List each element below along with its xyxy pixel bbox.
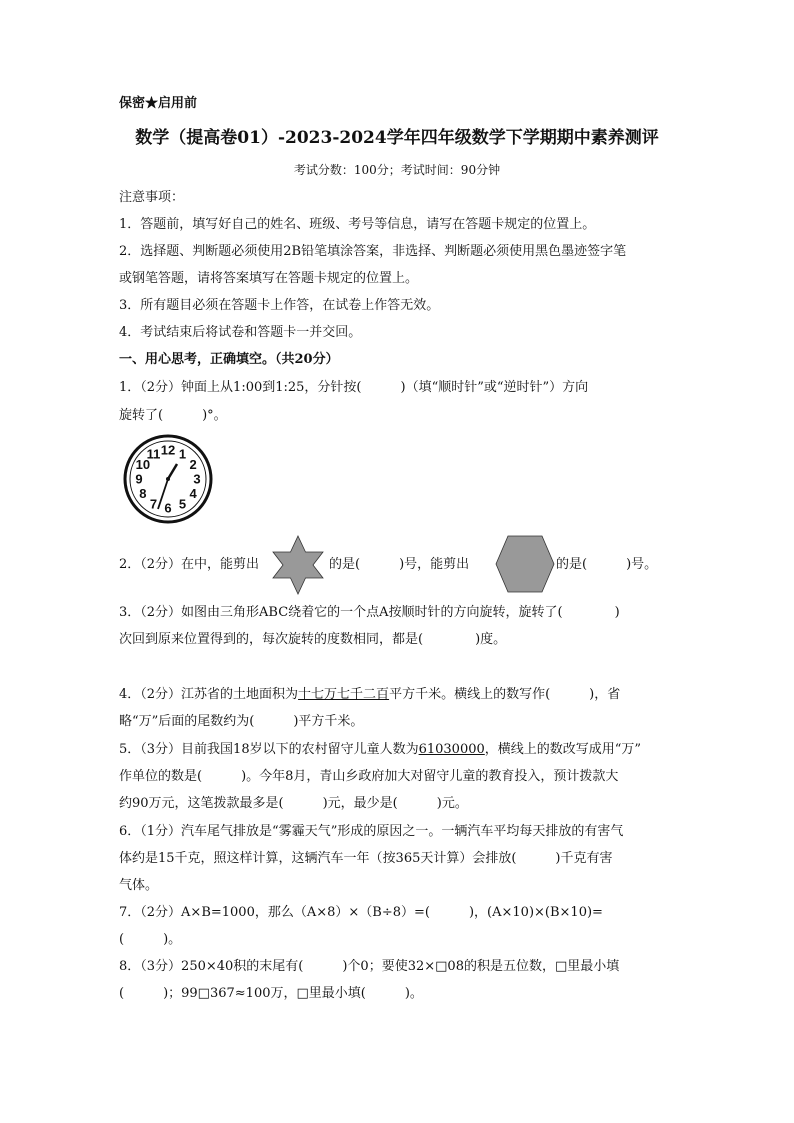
section-1-title: 一、用心思考，正确填空。（共20分） xyxy=(119,352,339,367)
q7-line1: 7．（2分）A×B=1000，那么（A×8）×（B÷8）=( )，(A×10)×(B×10)= xyxy=(119,905,603,920)
q4-post: 平方千米。横线上的数写作( )，省 xyxy=(389,687,621,702)
q5-underlined: 61030000 xyxy=(418,742,485,757)
q7-line2: ( )。 xyxy=(119,932,182,947)
q6-line1: 6．（1分）汽车尾气排放是“雾霾天气”形成的原因之一。一辆汽车平均每天排放的有害气 xyxy=(119,824,624,839)
q2-part3: 的是( )号。 xyxy=(556,557,658,572)
clock-numeral: 10 xyxy=(135,457,151,472)
clock-numeral: 2 xyxy=(189,457,197,472)
q4-pre: 4．（2分）江苏省的土地面积为 xyxy=(119,687,299,702)
clock-numeral: 5 xyxy=(178,496,187,512)
clock-numeral: 6 xyxy=(164,500,172,516)
star-shape xyxy=(267,534,329,596)
exam-meta: 考试分数：100分；考试时间：90分钟 xyxy=(293,163,501,177)
note-2: 2．选择题、判断题必须使用2B铅笔填涂答案，非选择、判断题必须使用黑色墨迹签字笔 xyxy=(119,244,627,259)
q1-line1: 1．（2分）钟面上从1:00到1:25，分针按( )（填“顺时针”或“逆时针”）方向 xyxy=(119,380,589,395)
clock-numeral: 8 xyxy=(139,486,147,501)
q4-line2: 略“万”后面的尾数约为( )平方千米。 xyxy=(119,714,364,729)
q2-part2: 的是( )号，能剪出 xyxy=(329,557,470,572)
clock-numeral: 4 xyxy=(189,486,197,501)
q8-line1: 8．（3分）250×40积的末尾有( )个0；要使32×□08的积是五位数，□里最小填 xyxy=(119,959,620,974)
q4-underlined: 十七万七千二百 xyxy=(298,687,390,702)
clock-numeral: 3 xyxy=(193,471,201,487)
notes-heading: 注意事项： xyxy=(119,190,185,205)
clock-numeral: 12 xyxy=(160,442,176,458)
hexagon-shape xyxy=(494,535,556,593)
q1-line2: 旋转了( )°。 xyxy=(119,408,227,423)
q5-pre: 5．（3分）目前我国18岁以下的农村留守儿童人数为 xyxy=(119,742,419,757)
q3-line2: 次回到原来位置得到的，每次旋转的度数相同，都是( )度。 xyxy=(119,632,507,647)
clock-numeral: 7 xyxy=(149,496,158,512)
exam-title: 数学（提高卷01）-2023-2024学年四年级数学下学期期中素养测评 xyxy=(135,128,659,148)
q2-part1: 2．（2分）在中，能剪出 xyxy=(119,557,260,572)
q8-line2: ( )；99□367≈100万，□里最小填( )。 xyxy=(119,986,423,1001)
note-2-cont: 或钢笔答题，请将答案填写在答题卡规定的位置上。 xyxy=(119,271,419,286)
clock-numeral: 11 xyxy=(146,446,161,462)
clock-numeral: 9 xyxy=(135,471,143,487)
note-1: 1．答题前，填写好自己的姓名、班级、考号等信息，请写在答题卡规定的位置上。 xyxy=(119,217,596,232)
q5-line3: 约90万元，这笔拨款最多是( )元，最少是( )元。 xyxy=(119,796,468,811)
q4-line1 xyxy=(119,686,620,704)
q5-line2: 作单位的数是( )。今年8月，青山乡政府加大对留守儿童的教育投入，预计拨款大 xyxy=(119,769,619,784)
secret-label: 保密★启用前 xyxy=(119,96,198,111)
q5-line1 xyxy=(119,741,641,759)
q6-line3: 气体。 xyxy=(119,878,159,893)
q5-post: ，横线上的数改写成用“万” xyxy=(484,742,642,757)
q6-line2: 体约是15千克，照这样计算，这辆汽车一年（按365天计算）会排放( )千克有害 xyxy=(119,851,613,866)
note-4: 4．考试结束后将试卷和答题卡一并交回。 xyxy=(119,325,362,340)
clock-figure xyxy=(122,433,214,525)
clock-numeral: 1 xyxy=(178,446,187,462)
q3-line1: 3．（2分）如图由三角形ABC绕着它的一个点A按顺时针的方向旋转，旋转了( ) xyxy=(119,605,620,620)
note-3: 3．所有题目必须在答题卡上作答，在试卷上作答无效。 xyxy=(119,298,440,313)
